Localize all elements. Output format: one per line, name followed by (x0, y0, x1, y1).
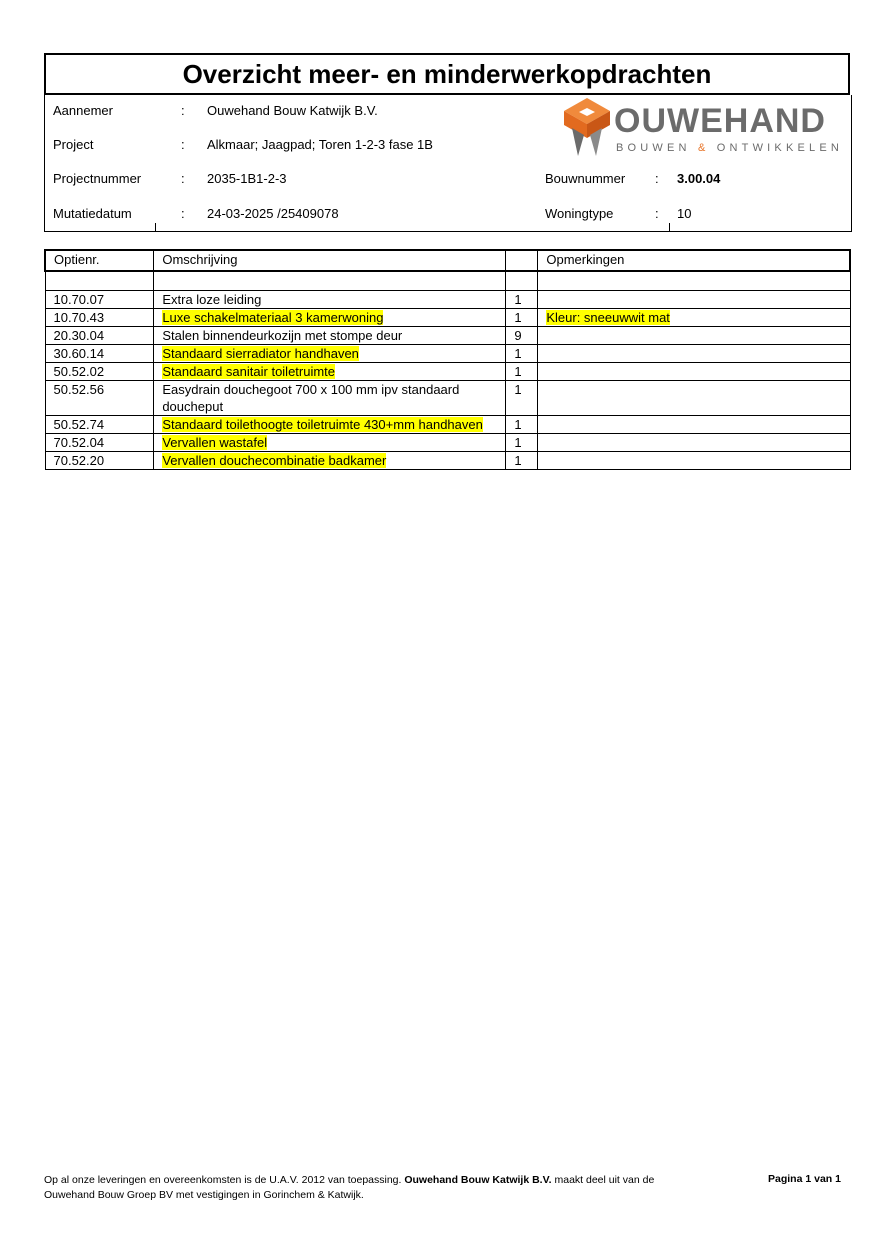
colon: : (181, 137, 185, 152)
option-code: 70.52.20 (45, 451, 154, 469)
footer-company: Ouwehand Bouw Katwijk B.V. (404, 1174, 552, 1186)
table-row (45, 308, 850, 326)
option-description-cell (154, 308, 506, 326)
option-remark-cell (538, 433, 850, 451)
option-description-cell (154, 362, 506, 380)
table-cell (538, 271, 850, 290)
option-quantity: 1 (506, 380, 538, 415)
ouwehand-logo-mark-icon (562, 98, 612, 158)
table-header-row (45, 250, 850, 271)
option-code: 30.60.14 (45, 344, 154, 362)
projectnummer-value: 2035-1B1-2-3 (207, 171, 287, 186)
mutatiedatum-value: 24-03-2025 /25409078 (207, 206, 339, 221)
page-of: van (811, 1173, 836, 1185)
woningtype-value: 10 (677, 206, 692, 221)
option-description-cell (154, 433, 506, 451)
bouwnummer-value: 3.00.04 (677, 171, 721, 186)
header-optienr: Optienr. (45, 250, 154, 271)
option-remark-cell (538, 290, 850, 308)
colon: : (181, 103, 185, 118)
options-table (44, 249, 851, 470)
option-remark-cell (538, 362, 850, 380)
table-row (45, 415, 850, 433)
table-row (45, 344, 850, 362)
option-remark-cell (538, 380, 850, 415)
option-code: 50.52.02 (45, 362, 154, 380)
option-description: Stalen binnendeurkozijn met stompe deur (162, 327, 403, 343)
option-code: 10.70.07 (45, 290, 154, 308)
option-quantity: 1 (506, 308, 538, 326)
logo-wordmark: OUWEHAND (614, 102, 826, 140)
colon: : (655, 206, 659, 221)
option-description-cell (154, 344, 506, 362)
aannemer-value: Ouwehand Bouw Katwijk B.V. (207, 103, 378, 118)
page-current: 1 (805, 1173, 812, 1185)
option-code: 70.52.04 (45, 433, 154, 451)
table-spacer-row (45, 271, 850, 290)
option-code: 10.70.43 (45, 308, 154, 326)
divider (669, 223, 670, 231)
footer-disclaimer (44, 1173, 704, 1203)
divider (155, 223, 156, 231)
option-description: Standaard sanitair toiletruimte (162, 363, 336, 379)
logo-tagline-left: BOUWEN (616, 142, 698, 154)
colon: : (181, 206, 185, 221)
document-title: Overzicht meer- en minderwerkopdrachten (44, 53, 850, 95)
logo-tagline-amp: & (697, 142, 710, 154)
option-description-cell (154, 451, 506, 469)
option-remark: Kleur: sneeuwwit mat (546, 309, 670, 325)
table-row (45, 290, 850, 308)
table-row (45, 433, 850, 451)
mutatiedatum-label: Mutatiedatum (53, 206, 132, 221)
option-code: 50.52.74 (45, 415, 154, 433)
footer-text-c: maakt deel uit van de Ouwehand Bouw Groep BV met vestigingen in Gorinchem & Katwijk. (44, 1174, 655, 1201)
page-number (768, 1173, 841, 1185)
colon: : (655, 171, 659, 186)
header-aantal (506, 250, 538, 271)
option-description: Luxe schakelmateriaal 3 kamerwoning (162, 309, 384, 325)
option-description-cell (154, 326, 506, 344)
woningtype-label: Woningtype (545, 206, 614, 221)
footer-text-a: Op al onze leveringen en overeenkomsten is de U.A.V. 2012 van toepassing. (44, 1174, 405, 1186)
logo-tagline-right: ONTWIKKELEN (709, 142, 844, 154)
option-remark-cell (538, 344, 850, 362)
table-row (45, 451, 850, 469)
option-description: Vervallen douchecombinatie badkamer (162, 452, 387, 468)
table-cell (154, 271, 506, 290)
option-description-cell (154, 290, 506, 308)
option-remark-cell (538, 308, 850, 326)
projectnummer-label: Projectnummer (53, 171, 142, 186)
table-row (45, 380, 850, 415)
table-cell (506, 271, 538, 290)
option-description: Easydrain douchegoot 700 x 100 mm ipv standaard doucheput (162, 381, 460, 414)
option-description-cell (154, 380, 506, 415)
option-remark-cell (538, 326, 850, 344)
page-label: Pagina (768, 1173, 806, 1185)
option-code: 20.30.04 (45, 326, 154, 344)
option-quantity: 1 (506, 290, 538, 308)
table-row (45, 362, 850, 380)
option-quantity: 1 (506, 451, 538, 469)
option-quantity: 1 (506, 415, 538, 433)
page-total: 1 (835, 1173, 841, 1185)
header-opmerkingen: Opmerkingen (538, 250, 850, 271)
option-description: Vervallen wastafel (162, 434, 268, 450)
header-omschrijving: Omschrijving (154, 250, 506, 271)
option-description: Standaard toilethoogte toiletruimte 430+mm handhaven (162, 416, 483, 432)
option-description-cell (154, 415, 506, 433)
option-code: 50.52.56 (45, 380, 154, 415)
ouwehand-logo (562, 98, 844, 160)
option-quantity: 1 (506, 344, 538, 362)
option-description: Extra loze leiding (162, 291, 262, 307)
project-label: Project (53, 137, 94, 152)
logo-tagline (616, 142, 843, 154)
table-row (45, 326, 850, 344)
option-remark-cell (538, 415, 850, 433)
option-quantity: 1 (506, 362, 538, 380)
bouwnummer-label: Bouwnummer (545, 171, 626, 186)
project-value: Alkmaar; Jaagpad; Toren 1-2-3 fase 1B (207, 137, 433, 152)
colon: : (181, 171, 185, 186)
option-remark-cell (538, 451, 850, 469)
option-description: Standaard sierradiator handhaven (162, 345, 359, 361)
aannemer-label: Aannemer (53, 103, 113, 118)
option-quantity: 9 (506, 326, 538, 344)
table-cell (45, 271, 154, 290)
option-quantity: 1 (506, 433, 538, 451)
